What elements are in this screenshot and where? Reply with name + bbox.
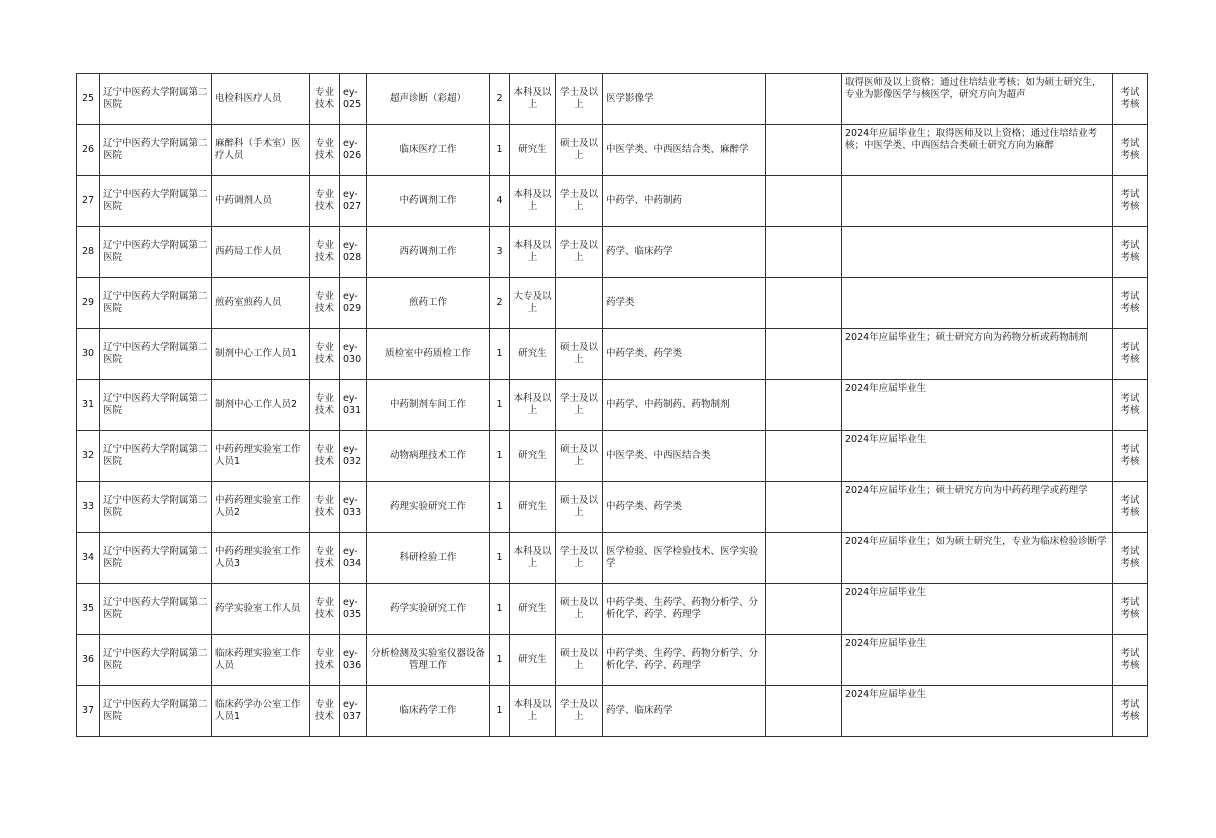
major-requirement-cell: 中药学类、生药学、药物分析学、分析化学、药学、药理学 — [603, 635, 766, 686]
other-conditions-cell: 2024年应届毕业生 — [842, 635, 1113, 686]
other-conditions-cell: 2024年应届毕业生；取得医师及以上资格；通过住培结业考核；中医学类、中西医结合类硕士研究方向为麻醉 — [842, 125, 1113, 176]
exam-method-cell: 考试考核 — [1113, 482, 1148, 533]
headcount-cell: 1 — [490, 431, 510, 482]
position-code-cell: ey-025 — [340, 74, 367, 125]
unit-name-cell: 辽宁中医药大学附属第二医院 — [100, 482, 212, 533]
unit-name-cell: 辽宁中医药大学附属第二医院 — [100, 686, 212, 737]
empty-cell-cell — [766, 74, 842, 125]
education-requirement-cell: 研究生 — [510, 482, 556, 533]
unit-name-cell: 辽宁中医药大学附属第二医院 — [100, 380, 212, 431]
degree-requirement-cell: 学士及以上 — [556, 686, 603, 737]
job-duty-cell: 动物病理技术工作 — [367, 431, 490, 482]
exam-method-cell: 考试考核 — [1113, 329, 1148, 380]
education-requirement-cell: 大专及以上 — [510, 278, 556, 329]
position-code-cell: ey-028 — [340, 227, 367, 278]
major-requirement-cell: 中药学类、药学类 — [603, 482, 766, 533]
degree-requirement-cell: 硕士及以上 — [556, 482, 603, 533]
row-number-cell: 30 — [77, 329, 100, 380]
headcount-cell: 1 — [490, 329, 510, 380]
position-code-cell: ey-033 — [340, 482, 367, 533]
headcount-cell: 3 — [490, 227, 510, 278]
table-row — [77, 176, 1148, 227]
position-name-cell: 临床药理实验室工作人员 — [212, 635, 310, 686]
education-requirement-cell: 研究生 — [510, 635, 556, 686]
empty-cell-cell — [766, 278, 842, 329]
position-name-cell: 中药药理实验室工作人员3 — [212, 533, 310, 584]
row-number-cell: 27 — [77, 176, 100, 227]
exam-method-cell: 考试考核 — [1113, 380, 1148, 431]
major-requirement-cell: 药学、临床药学 — [603, 686, 766, 737]
position-name-cell: 西药局工作人员 — [212, 227, 310, 278]
table-row — [77, 686, 1148, 737]
table-row — [77, 584, 1148, 635]
job-duty-cell: 中药制剂车间工作 — [367, 380, 490, 431]
position-code-cell: ey-026 — [340, 125, 367, 176]
headcount-cell: 1 — [490, 125, 510, 176]
other-conditions-cell: 2024年应届毕业生；硕士研究方向为药物分析或药物制剂 — [842, 329, 1113, 380]
position-category-cell: 专业技术 — [310, 176, 340, 227]
position-code-cell: ey-035 — [340, 584, 367, 635]
empty-cell-cell — [766, 125, 842, 176]
degree-requirement-cell: 硕士及以上 — [556, 431, 603, 482]
position-category-cell: 专业技术 — [310, 686, 340, 737]
empty-cell-cell — [766, 380, 842, 431]
education-requirement-cell: 本科及以上 — [510, 176, 556, 227]
position-category-cell: 专业技术 — [310, 74, 340, 125]
position-name-cell: 中药药理实验室工作人员1 — [212, 431, 310, 482]
major-requirement-cell: 药学、临床药学 — [603, 227, 766, 278]
major-requirement-cell: 中药学、中药制药、药物制剂 — [603, 380, 766, 431]
other-conditions-cell — [842, 227, 1113, 278]
job-duty-cell: 煎药工作 — [367, 278, 490, 329]
position-name-cell: 制剂中心工作人员2 — [212, 380, 310, 431]
other-conditions-cell: 2024年应届毕业生 — [842, 584, 1113, 635]
education-requirement-cell: 研究生 — [510, 125, 556, 176]
row-number-cell: 37 — [77, 686, 100, 737]
row-number-cell: 26 — [77, 125, 100, 176]
headcount-cell: 4 — [490, 176, 510, 227]
exam-method-cell: 考试考核 — [1113, 227, 1148, 278]
other-conditions-cell: 取得医师及以上资格；通过住培结业考核；如为硕士研究生，专业为影像医学与核医学，研究方向为超声 — [842, 74, 1113, 125]
position-category-cell: 专业技术 — [310, 635, 340, 686]
exam-method-cell: 考试考核 — [1113, 686, 1148, 737]
position-name-cell: 临床药学办公室工作人员1 — [212, 686, 310, 737]
position-category-cell: 专业技术 — [310, 380, 340, 431]
position-category-cell: 专业技术 — [310, 482, 340, 533]
unit-name-cell: 辽宁中医药大学附属第二医院 — [100, 329, 212, 380]
headcount-cell: 1 — [490, 482, 510, 533]
position-code-cell: ey-029 — [340, 278, 367, 329]
table-body — [77, 74, 1148, 737]
degree-requirement-cell: 学士及以上 — [556, 227, 603, 278]
education-requirement-cell: 研究生 — [510, 584, 556, 635]
row-number-cell: 36 — [77, 635, 100, 686]
row-number-cell: 34 — [77, 533, 100, 584]
education-requirement-cell: 研究生 — [510, 431, 556, 482]
empty-cell-cell — [766, 227, 842, 278]
degree-requirement-cell — [556, 278, 603, 329]
education-requirement-cell: 本科及以上 — [510, 380, 556, 431]
major-requirement-cell: 中医学类、中西医结合类 — [603, 431, 766, 482]
position-name-cell: 煎药室煎药人员 — [212, 278, 310, 329]
major-requirement-cell: 医学影像学 — [603, 74, 766, 125]
position-code-cell: ey-032 — [340, 431, 367, 482]
unit-name-cell: 辽宁中医药大学附属第二医院 — [100, 125, 212, 176]
unit-name-cell: 辽宁中医药大学附属第二医院 — [100, 278, 212, 329]
other-conditions-cell: 2024年应届毕业生 — [842, 686, 1113, 737]
position-category-cell: 专业技术 — [310, 278, 340, 329]
degree-requirement-cell: 硕士及以上 — [556, 635, 603, 686]
degree-requirement-cell: 硕士及以上 — [556, 125, 603, 176]
row-number-cell: 29 — [77, 278, 100, 329]
job-duty-cell: 西药调剂工作 — [367, 227, 490, 278]
exam-method-cell: 考试考核 — [1113, 176, 1148, 227]
exam-method-cell: 考试考核 — [1113, 431, 1148, 482]
empty-cell-cell — [766, 431, 842, 482]
position-category-cell: 专业技术 — [310, 125, 340, 176]
job-duty-cell: 中药调剂工作 — [367, 176, 490, 227]
position-code-cell: ey-027 — [340, 176, 367, 227]
job-duty-cell: 临床药学工作 — [367, 686, 490, 737]
table-row — [77, 380, 1148, 431]
major-requirement-cell: 中药学类、药学类 — [603, 329, 766, 380]
education-requirement-cell: 本科及以上 — [510, 74, 556, 125]
education-requirement-cell: 本科及以上 — [510, 686, 556, 737]
unit-name-cell: 辽宁中医药大学附属第二医院 — [100, 635, 212, 686]
major-requirement-cell: 中医学类、中西医结合类、麻醉学 — [603, 125, 766, 176]
unit-name-cell: 辽宁中医药大学附属第二医院 — [100, 176, 212, 227]
major-requirement-cell: 药学类 — [603, 278, 766, 329]
empty-cell-cell — [766, 329, 842, 380]
position-code-cell: ey-030 — [340, 329, 367, 380]
degree-requirement-cell: 学士及以上 — [556, 380, 603, 431]
other-conditions-cell — [842, 176, 1113, 227]
job-duty-cell: 药理实验研究工作 — [367, 482, 490, 533]
unit-name-cell: 辽宁中医药大学附属第二医院 — [100, 533, 212, 584]
position-code-cell: ey-036 — [340, 635, 367, 686]
unit-name-cell: 辽宁中医药大学附属第二医院 — [100, 584, 212, 635]
job-duty-cell: 超声诊断（彩超） — [367, 74, 490, 125]
empty-cell-cell — [766, 176, 842, 227]
education-requirement-cell: 研究生 — [510, 329, 556, 380]
other-conditions-cell: 2024年应届毕业生；硕士研究方向为中药药理学或药理学 — [842, 482, 1113, 533]
position-code-cell: ey-037 — [340, 686, 367, 737]
other-conditions-cell: 2024年应届毕业生；如为硕士研究生，专业为临床检验诊断学 — [842, 533, 1113, 584]
unit-name-cell: 辽宁中医药大学附属第二医院 — [100, 227, 212, 278]
major-requirement-cell: 中药学类、生药学、药物分析学、分析化学、药学、药理学 — [603, 584, 766, 635]
exam-method-cell: 考试考核 — [1113, 635, 1148, 686]
table-row — [77, 74, 1148, 125]
job-duty-cell: 药学实验研究工作 — [367, 584, 490, 635]
headcount-cell: 2 — [490, 74, 510, 125]
degree-requirement-cell: 硕士及以上 — [556, 584, 603, 635]
row-number-cell: 33 — [77, 482, 100, 533]
major-requirement-cell: 中药学、中药制药 — [603, 176, 766, 227]
row-number-cell: 28 — [77, 227, 100, 278]
exam-method-cell: 考试考核 — [1113, 278, 1148, 329]
education-requirement-cell: 本科及以上 — [510, 533, 556, 584]
other-conditions-cell: 2024年应届毕业生 — [842, 431, 1113, 482]
job-duty-cell: 分析检测及实验室仪器设备管理工作 — [367, 635, 490, 686]
empty-cell-cell — [766, 584, 842, 635]
recruitment-table — [76, 73, 1148, 737]
empty-cell-cell — [766, 686, 842, 737]
empty-cell-cell — [766, 482, 842, 533]
exam-method-cell: 考试考核 — [1113, 584, 1148, 635]
job-duty-cell: 质检室中药质检工作 — [367, 329, 490, 380]
headcount-cell: 1 — [490, 533, 510, 584]
job-duty-cell: 科研检验工作 — [367, 533, 490, 584]
degree-requirement-cell: 学士及以上 — [556, 74, 603, 125]
other-conditions-cell — [842, 278, 1113, 329]
major-requirement-cell: 医学检验、医学检验技术、医学实验学 — [603, 533, 766, 584]
education-requirement-cell: 本科及以上 — [510, 227, 556, 278]
row-number-cell: 35 — [77, 584, 100, 635]
empty-cell-cell — [766, 635, 842, 686]
headcount-cell: 1 — [490, 686, 510, 737]
headcount-cell: 1 — [490, 380, 510, 431]
row-number-cell: 31 — [77, 380, 100, 431]
table-row — [77, 125, 1148, 176]
degree-requirement-cell: 学士及以上 — [556, 176, 603, 227]
table-row — [77, 482, 1148, 533]
row-number-cell: 25 — [77, 74, 100, 125]
empty-cell-cell — [766, 533, 842, 584]
row-number-cell: 32 — [77, 431, 100, 482]
position-code-cell: ey-031 — [340, 380, 367, 431]
position-category-cell: 专业技术 — [310, 431, 340, 482]
position-name-cell: 制剂中心工作人员1 — [212, 329, 310, 380]
exam-method-cell: 考试考核 — [1113, 74, 1148, 125]
degree-requirement-cell: 硕士及以上 — [556, 329, 603, 380]
position-name-cell: 麻醉科（手术室）医疗人员 — [212, 125, 310, 176]
position-code-cell: ey-034 — [340, 533, 367, 584]
position-name-cell: 电检科医疗人员 — [212, 74, 310, 125]
table-row — [77, 635, 1148, 686]
table-row — [77, 431, 1148, 482]
exam-method-cell: 考试考核 — [1113, 533, 1148, 584]
position-name-cell: 中药药理实验室工作人员2 — [212, 482, 310, 533]
position-name-cell: 药学实验室工作人员 — [212, 584, 310, 635]
table-row — [77, 227, 1148, 278]
table-row — [77, 278, 1148, 329]
headcount-cell: 2 — [490, 278, 510, 329]
degree-requirement-cell: 学士及以上 — [556, 533, 603, 584]
position-name-cell: 中药调剂人员 — [212, 176, 310, 227]
position-category-cell: 专业技术 — [310, 533, 340, 584]
headcount-cell: 1 — [490, 584, 510, 635]
position-category-cell: 专业技术 — [310, 329, 340, 380]
unit-name-cell: 辽宁中医药大学附属第二医院 — [100, 74, 212, 125]
job-duty-cell: 临床医疗工作 — [367, 125, 490, 176]
other-conditions-cell: 2024年应届毕业生 — [842, 380, 1113, 431]
table-row — [77, 329, 1148, 380]
unit-name-cell: 辽宁中医药大学附属第二医院 — [100, 431, 212, 482]
headcount-cell: 1 — [490, 635, 510, 686]
exam-method-cell: 考试考核 — [1113, 125, 1148, 176]
position-category-cell: 专业技术 — [310, 227, 340, 278]
position-category-cell: 专业技术 — [310, 584, 340, 635]
table-row — [77, 533, 1148, 584]
